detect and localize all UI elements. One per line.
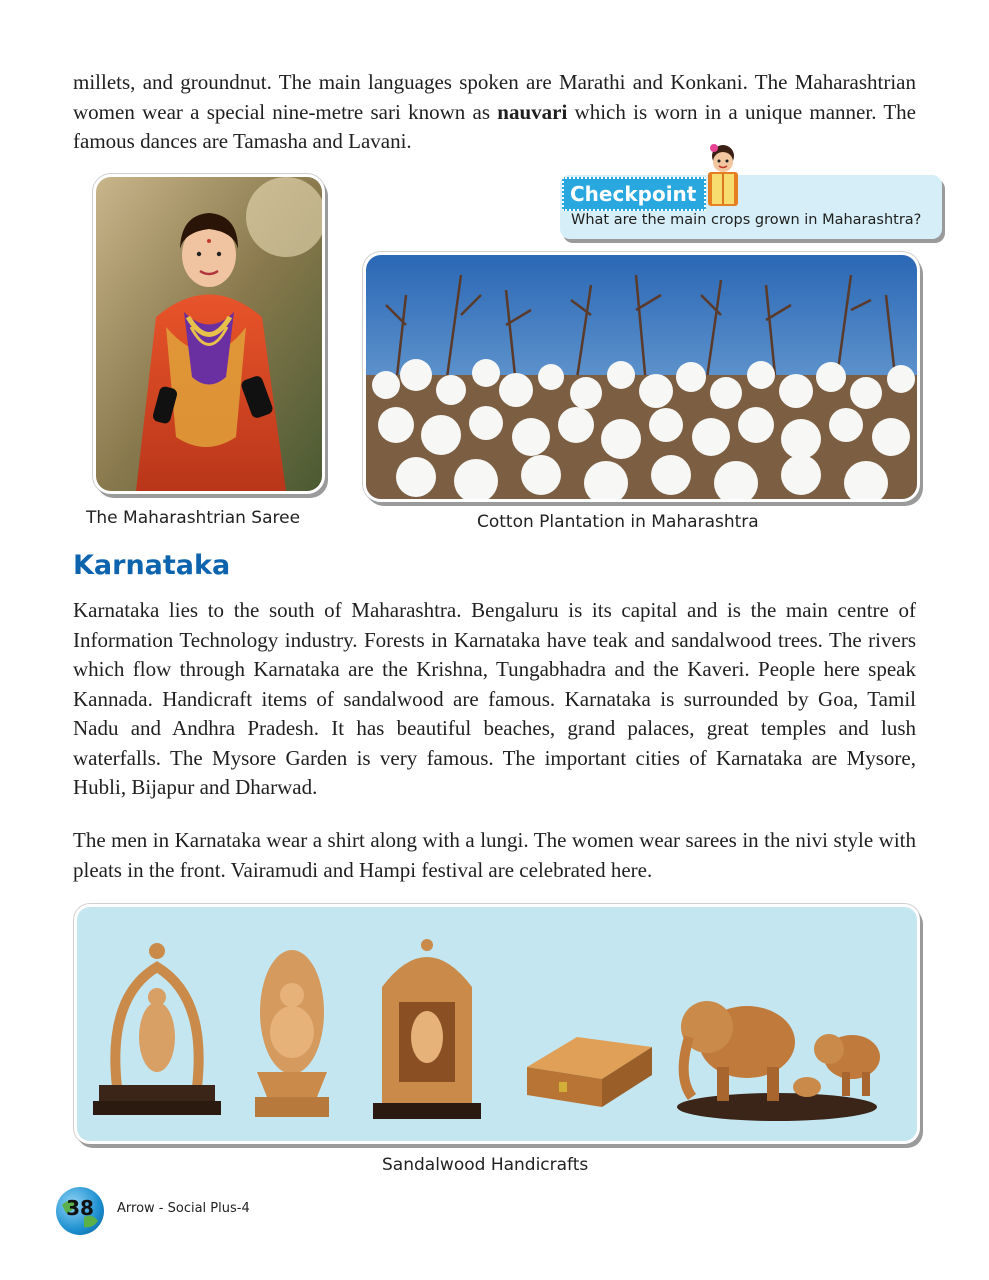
buddha-carving <box>255 950 329 1117</box>
karnataka-paragraph-2: The men in Karnataka wear a shirt along with a lungi. The women wear sarees in the nivi style with pleats in the front. Vairamudi and Hampi festival are celebrated here. <box>73 828 916 882</box>
sandalwood-handicrafts-image <box>77 907 917 1141</box>
handicrafts-caption: Sandalwood Handicrafts <box>382 1155 589 1175</box>
student-mascot-icon <box>700 142 746 208</box>
nauvari-term: nauvari <box>497 99 568 124</box>
checkpoint-question: What are the main crops grown in Maharashtra? <box>571 212 922 228</box>
saree-woman-image <box>96 177 322 491</box>
checkpoint-label: Checkpoint <box>562 177 706 211</box>
section-heading: Karnataka <box>73 550 231 581</box>
nataraja-carving <box>93 943 221 1115</box>
handicrafts-photo <box>74 904 920 1144</box>
cotton-photo <box>363 252 920 502</box>
elephant-carving <box>677 1001 880 1121</box>
saree-photo <box>93 174 325 494</box>
shrine-carving <box>373 939 481 1119</box>
intro-paragraph <box>73 68 916 157</box>
intro-text-2: which is worn in a unique manner. The famous dances are Tamasha and Lavani. <box>73 99 916 153</box>
karnataka-paragraph-1: Karnataka lies to the south of Maharashtra. Bengaluru is its capital and is the main centre of Information Technology industry. Forests in Karnataka have teak and sandalwood trees. The rivers which flow through Karnataka are the Krishna, Tungabhadra and the Kaveri. People here speak Kannada. Handicraft items of sandalwood are famous. Karnataka is surrounded by Goa, Tamil Nadu and Andhra Pradesh. It has beautiful beaches, grand palaces, great temples and lush waterfalls. The Mysore Garden is very famous. The important cities of Karnataka are Mysore, Hubli, Bijapur and Dharwad. <box>73 598 916 799</box>
carved-box <box>527 1037 652 1107</box>
saree-caption: The Maharashtrian Saree <box>86 508 301 528</box>
cotton-caption: Cotton Plantation in Maharashtra <box>477 512 759 532</box>
intro-text-1: millets, and groundnut. The main languages spoken are Marathi and Konkani. The Maharashtrian women wear a special nine-metre sari known as <box>73 70 916 124</box>
book-title: Arrow - Social Plus-4 <box>117 1201 250 1216</box>
page-number: 38 <box>66 1196 94 1220</box>
cotton-plantation-image <box>366 255 917 499</box>
